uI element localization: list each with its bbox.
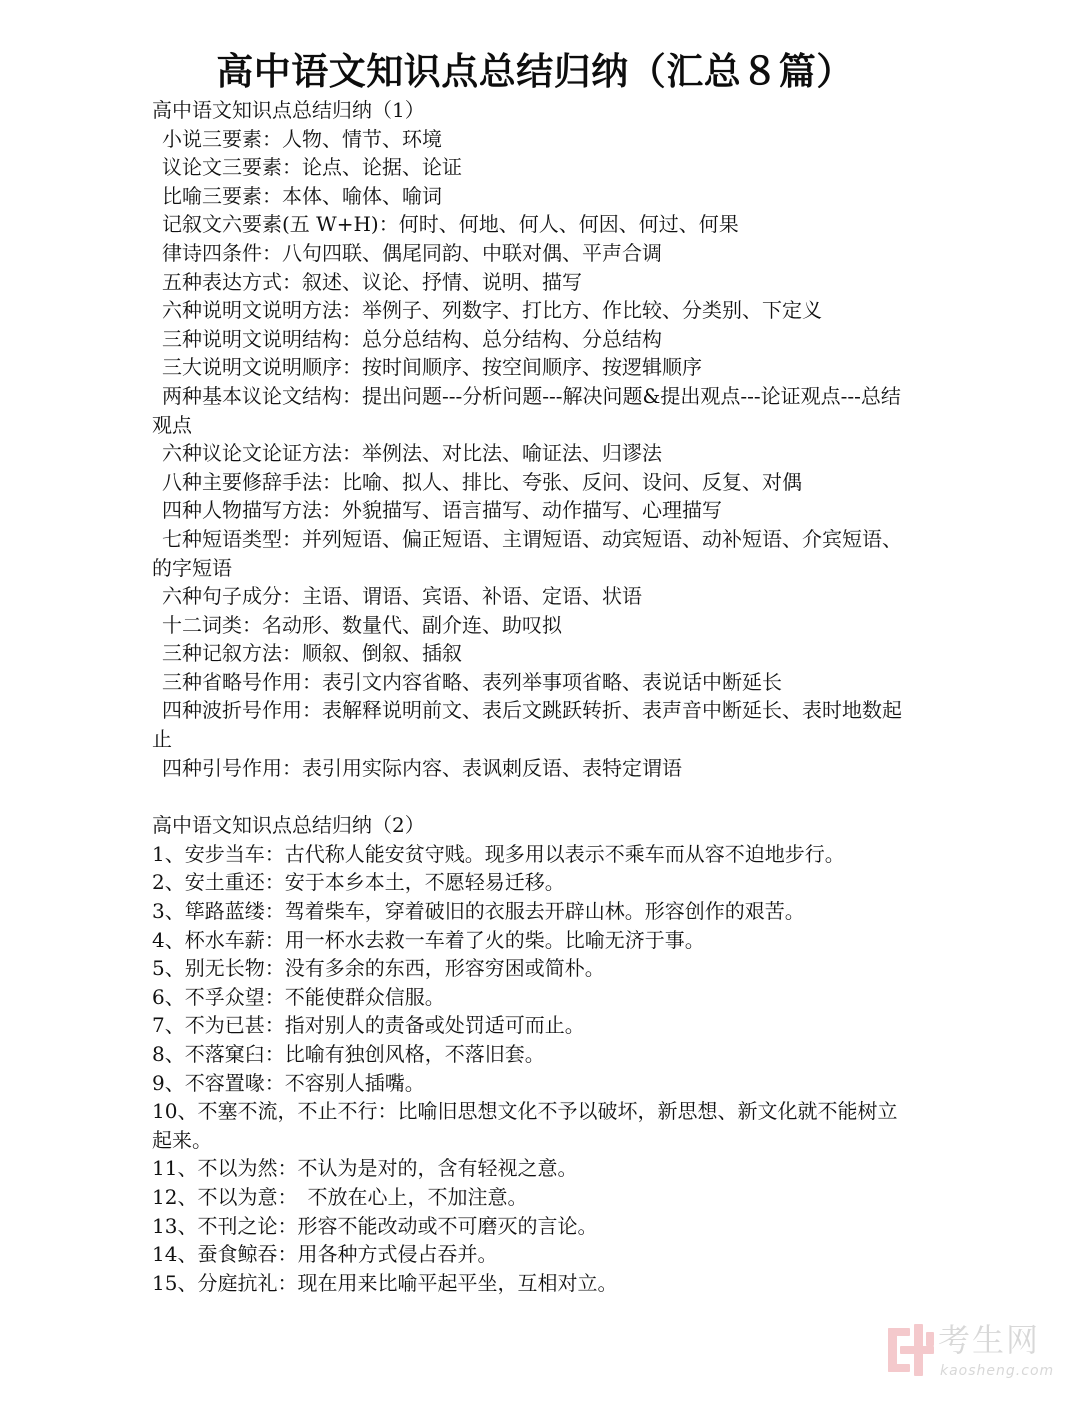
- list-item: 议论文三要素：论点、论据、论证: [162, 155, 462, 180]
- list-item: 3、筚路蓝缕：驾着柴车，穿着破旧的衣服去开辟山林。形容创作的艰苦。: [152, 899, 805, 924]
- list-item: 8、不落窠臼：比喻有独创风格，不落旧套。: [152, 1042, 545, 1066]
- list-item: 四种引号作用：表引用实际内容、表讽刺反语、表特定谓语: [162, 755, 682, 780]
- list-item: 五种表达方式：叙述、议论、抒情、说明、描写: [162, 269, 582, 294]
- list-item: 八种主要修辞手法：比喻、拟人、排比、夸张、反问、设问、反复、对偶: [162, 469, 802, 494]
- list-item: 七种短语类型：并列短语、偏正短语、主谓短语、动宾短语、动补短语、介宾短语、的字短语: [152, 526, 902, 580]
- list-item: 15、分庭抗礼：现在用来比喻平起平坐，互相对立。: [152, 1270, 618, 1295]
- list-item: 三大说明文说明顺序：按时间顺序、按空间顺序、按逻辑顺序: [162, 355, 702, 380]
- document-title: 高中语文知识点总结归纳（汇总８篇）: [216, 50, 854, 93]
- section-1: [152, 96, 916, 782]
- list-item: 三种省略号作用：表引文内容省略、表列举事项省略、表说话中断延长: [162, 669, 782, 694]
- list-item: 12、不以为意： 不放在心上，不加注意。: [152, 1184, 528, 1209]
- watermark: [886, 1318, 1056, 1398]
- list-item: 5、别无长物：没有多余的东西，形容穷困或简朴。: [152, 956, 605, 981]
- list-item: 14、蚕食鲸吞：用各种方式侵占吞并。: [152, 1242, 498, 1267]
- list-item: 13、不刊之论：形容不能改动或不可磨灭的言论。: [152, 1213, 598, 1238]
- list-item: 十二词类：名动形、数量代、副介连、助叹拟: [162, 612, 562, 637]
- list-item: 四种波折号作用：表解释说明前文、表后文跳跃转折、表声音中断延长、表时地数起止: [152, 698, 902, 752]
- document-body: [152, 96, 916, 1297]
- list-item: 四种人物描写方法：外貌描写、语言描写、动作描写、心理描写: [162, 498, 722, 523]
- list-item: 三种记叙方法：顺叙、倒叙、插叙: [162, 641, 462, 666]
- list-item: 1、安步当车：古代称人能安贫守贱。现多用以表示不乘车而从容不迫地步行。: [152, 841, 845, 866]
- list-item: 比喻三要素：本体、喻体、喻词: [162, 183, 442, 208]
- list-item: 4、杯水车薪：用一杯水去救一车着了火的柴。比喻无济于事。: [152, 927, 705, 952]
- list-item: 六种句子成分：主语、谓语、宾语、补语、定语、状语: [162, 584, 642, 609]
- kaosheng-logo-icon: [886, 1322, 936, 1378]
- list-item: 律诗四条件：八句四联、偶尾同韵、中联对偶、平声合调: [162, 240, 662, 265]
- section-heading: 高中语文知识点总结归纳（1）: [152, 98, 425, 122]
- list-item: 9、不容置喙：不容别人插嘴。: [152, 1070, 425, 1095]
- section-2: [152, 811, 916, 1297]
- watermark-site-name: 考生网: [938, 1321, 1041, 1359]
- list-item: 2、安土重还：安于本乡本土，不愿轻易迁移。: [152, 870, 565, 895]
- list-item: 小说三要素：人物、情节、环境: [162, 126, 442, 151]
- section-heading: 高中语文知识点总结归纳（2）: [152, 813, 425, 838]
- list-item: 11、不以为然：不认为是对的，含有轻视之意。: [152, 1156, 578, 1181]
- list-item: 三种说明文说明结构：总分总结构、总分结构、分总结构: [162, 326, 662, 351]
- list-item: 10、不塞不流，不止不行：比喻旧思想文化不予以破坏，新思想、新文化就不能树立起来。: [152, 1099, 898, 1152]
- list-item: 两种基本议论文结构：提出问题---分析问题---解决问题&提出观点---论证观点---总结观点: [152, 383, 901, 437]
- watermark-site-url: kaosheng.com: [940, 1363, 1055, 1379]
- list-item: 7、不为已甚：指对别人的责备或处罚适可而止。: [152, 1013, 585, 1038]
- list-item: 6、不孚众望：不能使群众信服。: [152, 984, 445, 1009]
- list-item: 记叙文六要素(五 W+H)：何时、何地、何人、何因、何过、何果: [162, 212, 739, 237]
- list-item: 六种议论文论证方法：举例法、对比法、喻证法、归谬法: [162, 441, 662, 466]
- list-item: 六种说明文说明方法：举例子、列数字、打比方、作比较、分类别、下定义: [162, 298, 822, 323]
